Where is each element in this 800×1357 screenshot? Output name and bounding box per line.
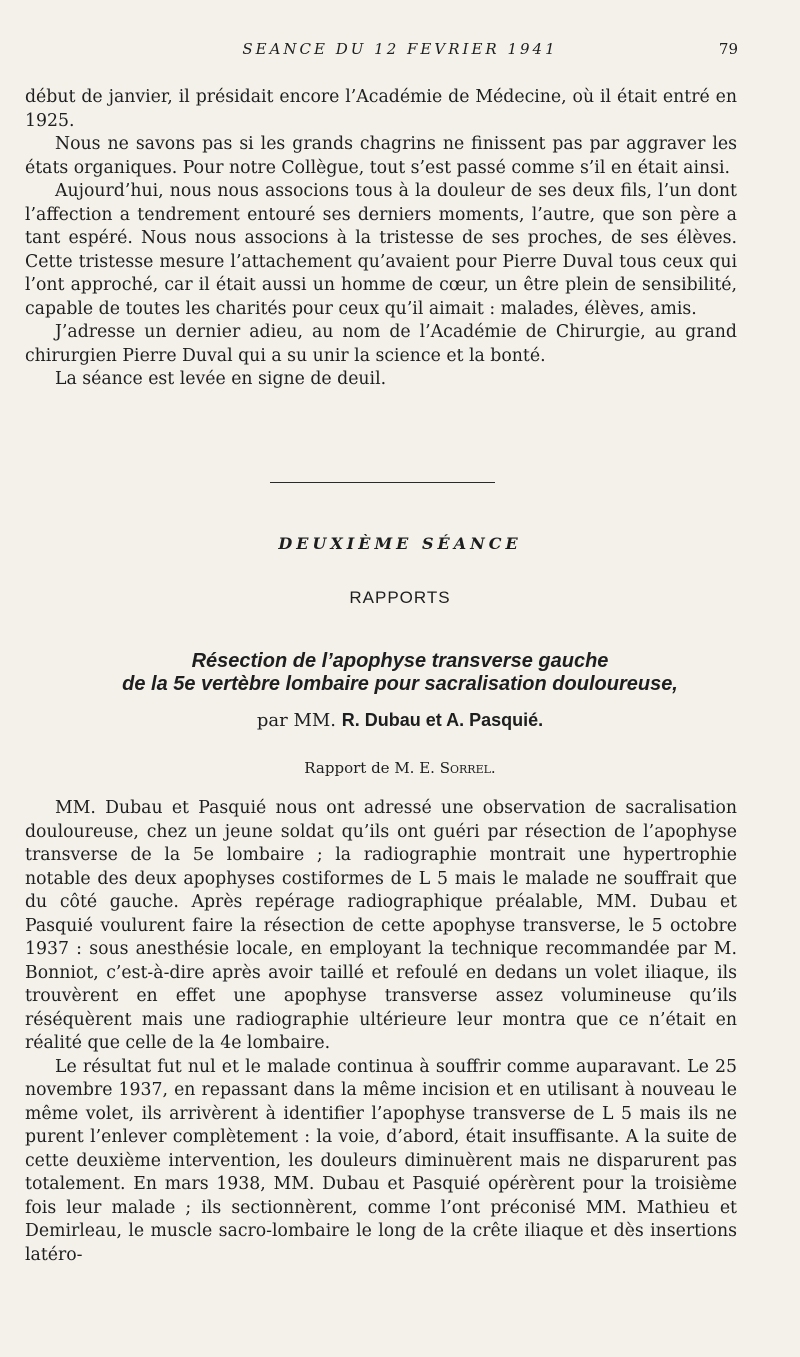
report-prefix: Rapport de M. E. (304, 759, 435, 777)
authors-prefix: par MM. (256, 710, 337, 731)
authors: R. Dubau et A. Pasquié. (341, 710, 544, 730)
running-head (0, 38, 800, 62)
article-title-line: de la 5e vertèbre lombaire pour sacralisation douloureuse, (122, 673, 678, 695)
paragraph: MM. Dubau et Pasquié nous ont adressé une observation de sacralisation douloureuse, chez un jeune soldat qu’ils ont guéri par résection de l’apophyse transverse de la 5e lombaire ; la radiographie montrait une hypertrophie notable des deux apophyses costiformes de L 5 mais le malade ne souffrait que du côté gauche. Après repérage radiographique préalable, MM. Dubau et Pasquié voulurent faire la résection de cette apophyse transverse, le 5 octobre 1937 : sous anesthésie locale, en employant la technique recommandée par M. Bonniot, c’est-à-dire après avoir taillé et refoulé en dedans un volet iliaque, ils trouvèrent en effet une apophyse transverse assez volumineuse qu’ils réséquèrent mais une radiographie ultérieure leur montra que ce n’était en réalité que celle de la 4e lombaire. (25, 798, 737, 1053)
section-divider (270, 482, 495, 483)
article-title-line: Résection de l’apophyse transverse gauche (191, 650, 609, 672)
report-text (25, 797, 737, 1267)
authors-line (0, 710, 800, 731)
paragraph: Nous ne savons pas si les grands chagrins ne finissent pas par aggraver les états organiques. Pour notre Collègue, tout s’est passé comme s’il en était ainsi. (25, 134, 737, 178)
session-title: DEUXIÈME SÉANCE (278, 534, 522, 553)
paragraph: La séance est levée en signe de deuil. (55, 369, 387, 389)
report-line (0, 759, 800, 777)
section-title: RAPPORTS (349, 588, 451, 607)
eulogy-text (25, 86, 737, 392)
paragraph: J’adresse un dernier adieu, au nom de l’Académie de Chirurgie, au grand chirurgien Pierre Duval qui a su unir la science et la bonté. (25, 322, 737, 366)
running-title: SEANCE DU 12 FEVRIER 1941 (242, 40, 558, 58)
paragraph: Aujourd’hui, nous nous associons tous à la douleur de ses deux fils, l’un dont l’affection a tendrement entouré ses derniers moments, l’autre, que son père a tant espéré. Nous nous associons à la tristesse de ses proches, de ses élèves. Cette tristesse mesure l’attachement qu’avaient pour Pierre Duval tous ceux qui l’ont approché, car il était aussi un homme de cœur, un être plein de sensibilité, capable de toutes les charités pour ceux qu’il aimait : malades, élèves, amis. (25, 181, 737, 319)
report-name: Sorrel. (439, 759, 496, 777)
article-title (0, 650, 800, 696)
page-number: 79 (718, 40, 738, 58)
paragraph: Le résultat fut nul et le malade continua à souffrir comme auparavant. Le 25 novembre 1937, en repassant dans la même incision et en utilisant à nouveau le même volet, ils arrivèrent à identifier l’apophyse transverse de L 5 mais ils ne purent l’enlever complètement : la voie, d’abord, était insuffisante. A la suite de cette deuxième intervention, les douleurs diminuèrent mais ne disparurent pas totalement. En mars 1938, MM. Dubau et Pasquié opérèrent pour la troisième fois leur malade ; ils sectionnèrent, comme l’ont préconisé MM. Mathieu et Demirleau, le muscle sacro-lombaire le long de la crête iliaque et dès insertions latéro- (25, 1056, 737, 1265)
paragraph: début de janvier, il présidait encore l’Académie de Médecine, où il était entré en 1925. (25, 87, 737, 131)
